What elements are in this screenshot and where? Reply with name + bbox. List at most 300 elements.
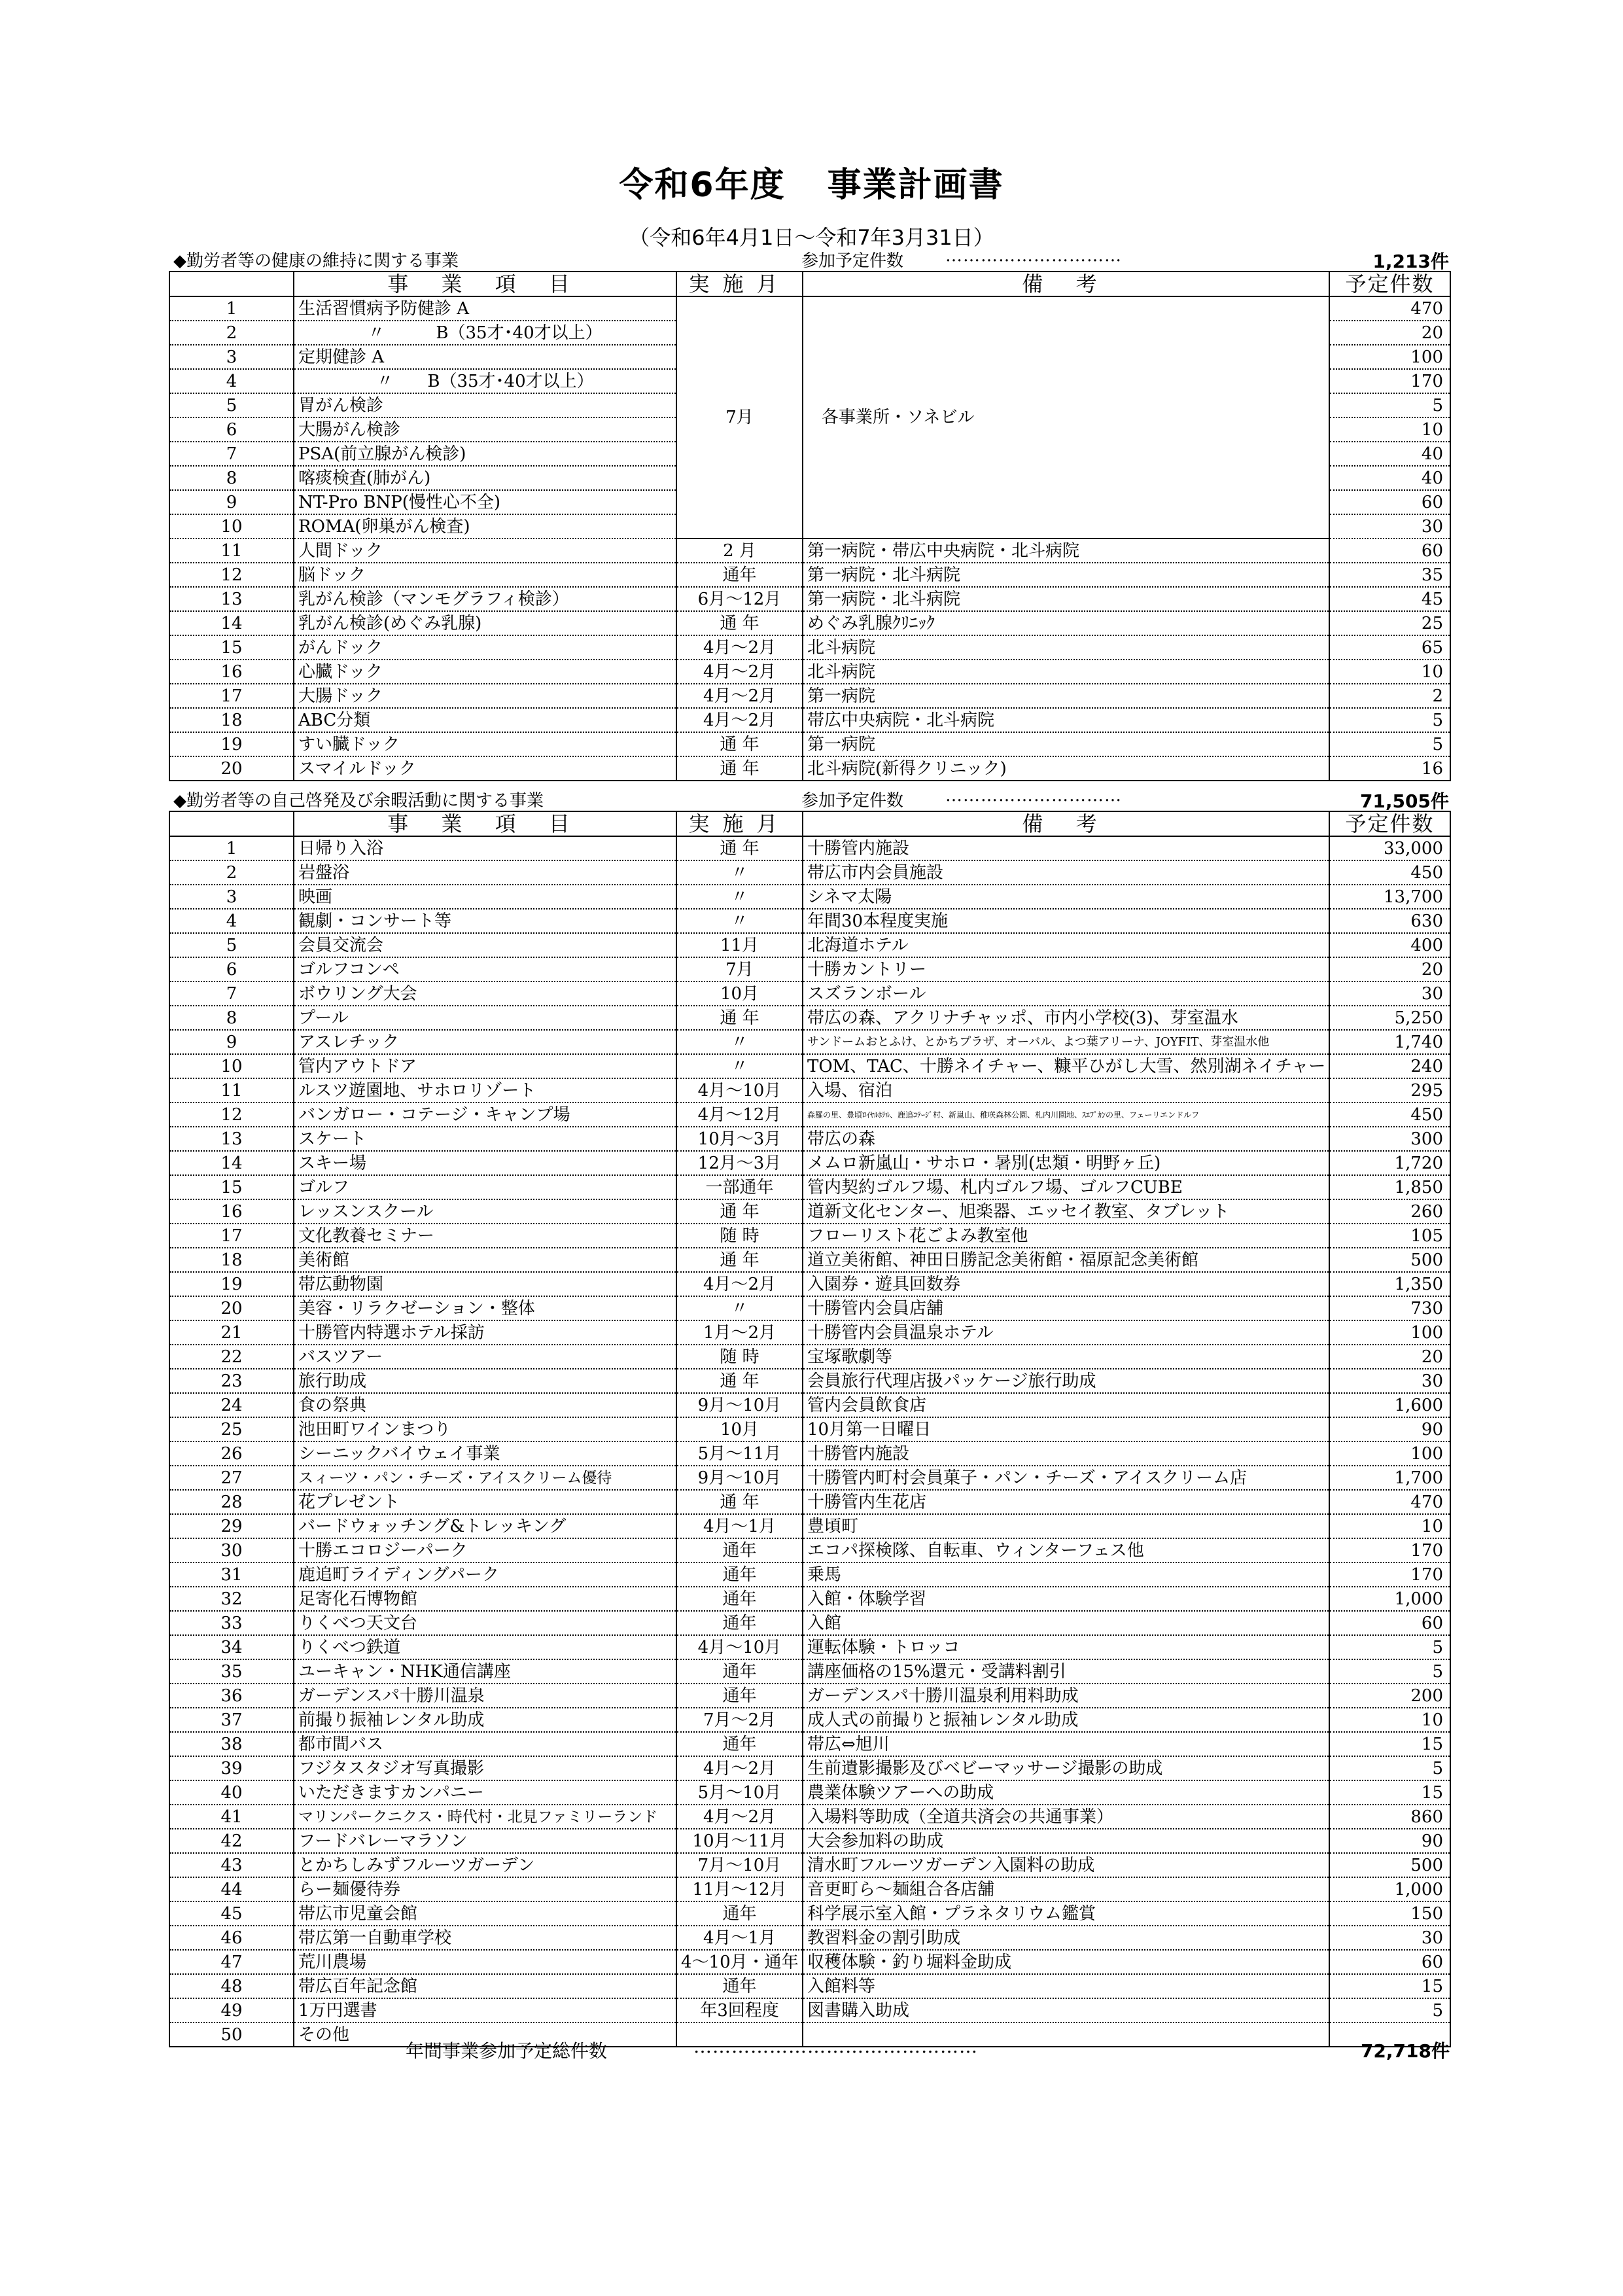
row-number: 38 — [169, 1732, 294, 1756]
row-number: 47 — [169, 1950, 294, 1974]
row-note: 帯広の森 — [803, 1127, 1329, 1151]
table-row — [169, 1272, 1450, 1296]
row-month: 通 年 — [676, 611, 803, 635]
row-note: 北斗病院(新得クリニック) — [803, 756, 1329, 781]
health-table — [169, 271, 1451, 781]
title-plan: 事業計画書 — [827, 166, 1004, 205]
row-count: 1,350 — [1329, 1272, 1450, 1296]
table-row — [169, 296, 1450, 321]
row-number: 21 — [169, 1320, 294, 1345]
row-number: 19 — [169, 732, 294, 756]
section2-planned-label: 参加予定件数 — [801, 791, 904, 811]
table-row — [169, 1248, 1450, 1272]
row-note: 第一病院・北斗病院 — [803, 587, 1329, 611]
row-note: 音更町ら～麺組合各店舗 — [803, 1877, 1329, 1901]
row-count: 15 — [1329, 1780, 1450, 1805]
row-number: 14 — [169, 611, 294, 635]
row-number: 32 — [169, 1587, 294, 1611]
row-count: 240 — [1329, 1054, 1450, 1078]
row-item: 大腸がん検診 — [294, 417, 676, 442]
section1-title: ◆勤労者等の健康の維持に関する事業 — [173, 251, 459, 271]
row-month: 4月～10月 — [676, 1635, 803, 1659]
row-count: 13,700 — [1329, 885, 1450, 909]
row-month: 通 年 — [676, 1369, 803, 1393]
row-count: 60 — [1329, 1950, 1450, 1974]
row-month: 通年 — [676, 1587, 803, 1611]
row-month: 9月～10月 — [676, 1393, 803, 1417]
col-month-header: 実施月 — [676, 272, 803, 296]
row-item: 帯広第一自動車学校 — [294, 1926, 676, 1950]
table-row — [169, 1175, 1450, 1199]
row-item: 帯広市児童会館 — [294, 1901, 676, 1926]
row-month: 4月～1月 — [676, 1514, 803, 1538]
row-number: 49 — [169, 1998, 294, 2022]
row-number: 2 — [169, 321, 294, 345]
row-month: 9月～10月 — [676, 1466, 803, 1490]
row-note: 清水町フルーツガーデン入園料の助成 — [803, 1853, 1329, 1877]
row-count: 30 — [1329, 1369, 1450, 1393]
row-item: 足寄化石博物館 — [294, 1587, 676, 1611]
row-month: 通 年 — [676, 756, 803, 781]
row-number: 41 — [169, 1805, 294, 1829]
table-row — [169, 1926, 1450, 1950]
row-month: 4月～2月 — [676, 708, 803, 732]
row-item: 池田町ワインまつり — [294, 1417, 676, 1441]
row-item: アスレチック — [294, 1030, 676, 1054]
row-count: 470 — [1329, 1490, 1450, 1514]
row-item: 旅行助成 — [294, 1369, 676, 1393]
row-item: バンガロー・コテージ・キャンプ場 — [294, 1103, 676, 1127]
row-number: 31 — [169, 1563, 294, 1587]
table-row — [169, 1054, 1450, 1078]
row-month: 10月 — [676, 981, 803, 1006]
section1-header — [173, 247, 1449, 271]
row-item: 観劇・コンサート等 — [294, 909, 676, 933]
section1-planned-label: 参加予定件数 — [801, 251, 904, 271]
row-note: 第一病院 — [803, 684, 1329, 708]
row-number: 14 — [169, 1151, 294, 1175]
row-note: ガーデンスパ十勝川温泉利用料助成 — [803, 1684, 1329, 1708]
row-item: 都市間バス — [294, 1732, 676, 1756]
row-note: 豊頃町 — [803, 1514, 1329, 1538]
row-item: 胃がん検診 — [294, 393, 676, 417]
row-count: 100 — [1329, 1320, 1450, 1345]
row-item: 乳がん検診(めぐみ乳腺) — [294, 611, 676, 635]
table-row — [169, 1659, 1450, 1684]
table-row — [169, 1030, 1450, 1054]
section1-leader-dots: ………………………… — [945, 246, 1122, 266]
table-row — [169, 1393, 1450, 1417]
row-count: 470 — [1329, 296, 1450, 321]
col-item-header: 事 業 項 目 — [294, 272, 676, 296]
table-row — [169, 1103, 1450, 1127]
col-count-header: 予定件数 — [1329, 272, 1450, 296]
row-note: 入館 — [803, 1611, 1329, 1635]
row-number: 3 — [169, 885, 294, 909]
row-number: 1 — [169, 296, 294, 321]
table-row — [169, 1708, 1450, 1732]
row-note: 北斗病院 — [803, 660, 1329, 684]
row-count: 10 — [1329, 660, 1450, 684]
row-count: 1,700 — [1329, 1466, 1450, 1490]
row-item: 〃 B（35才･40才以上） — [294, 369, 676, 393]
row-number: 18 — [169, 1248, 294, 1272]
row-item: 荒川農場 — [294, 1950, 676, 1974]
row-item: ABC分類 — [294, 708, 676, 732]
row-month: 5月～10月 — [676, 1780, 803, 1805]
document-title — [0, 157, 1623, 206]
row-number: 19 — [169, 1272, 294, 1296]
row-item: 生活習慣病予防健診 A — [294, 296, 676, 321]
row-month: 通年 — [676, 1901, 803, 1926]
row-note: 帯広市内会員施設 — [803, 860, 1329, 885]
row-note: めぐみ乳腺ｸﾘﾆｯｸ — [803, 611, 1329, 635]
row-number: 15 — [169, 1175, 294, 1199]
col-note-header: 備 考 — [803, 272, 1329, 296]
row-number: 7 — [169, 981, 294, 1006]
row-count: 15 — [1329, 1974, 1450, 1998]
row-number: 27 — [169, 1466, 294, 1490]
row-count: 65 — [1329, 635, 1450, 660]
row-month: 4月～12月 — [676, 1103, 803, 1127]
row-number: 36 — [169, 1684, 294, 1708]
row-count: 5 — [1329, 1635, 1450, 1659]
row-number: 13 — [169, 1127, 294, 1151]
row-item: ゴルフ — [294, 1175, 676, 1199]
row-item: フジタスタジオ写真撮影 — [294, 1756, 676, 1780]
row-count: 33,000 — [1329, 836, 1450, 860]
row-month: 〃 — [676, 1054, 803, 1078]
row-number: 28 — [169, 1490, 294, 1514]
row-number: 16 — [169, 660, 294, 684]
row-note: 生前遺影撮影及びベビーマッサージ撮影の助成 — [803, 1756, 1329, 1780]
row-count: 5 — [1329, 1998, 1450, 2022]
row-note: フローリスト花ごよみ教室他 — [803, 1224, 1329, 1248]
row-month: 11月 — [676, 933, 803, 957]
row-note: 十勝管内施設 — [803, 1441, 1329, 1466]
row-count: 10 — [1329, 1514, 1450, 1538]
row-month: 1月～2月 — [676, 1320, 803, 1345]
table-row — [169, 660, 1450, 684]
row-count: 5,250 — [1329, 1006, 1450, 1030]
row-count: 200 — [1329, 1684, 1450, 1708]
table-row — [169, 1563, 1450, 1587]
row-note: 年間30本程度実施 — [803, 909, 1329, 933]
row-count: 40 — [1329, 466, 1450, 490]
row-note: 入園券・遊具回数券 — [803, 1272, 1329, 1296]
row-number: 3 — [169, 345, 294, 369]
row-month: 通年 — [676, 1611, 803, 1635]
table-row — [169, 1345, 1450, 1369]
row-number: 1 — [169, 836, 294, 860]
col-count-header: 予定件数 — [1329, 811, 1450, 836]
row-count: 1,740 — [1329, 1030, 1450, 1054]
row-item: 帯広百年記念館 — [294, 1974, 676, 1998]
row-count: 170 — [1329, 1538, 1450, 1563]
section2-total: 71,505件 — [1359, 790, 1449, 812]
table-row — [169, 563, 1450, 587]
table-row — [169, 756, 1450, 781]
row-count: 1,000 — [1329, 1877, 1450, 1901]
table-row — [169, 860, 1450, 885]
row-item: ユーキャン・NHK通信講座 — [294, 1659, 676, 1684]
title-fiscal-year: 令和6年度 — [619, 166, 786, 205]
row-note: 十勝管内会員温泉ホテル — [803, 1320, 1329, 1345]
table-row — [169, 1006, 1450, 1030]
row-month: 〃 — [676, 1030, 803, 1054]
row-number: 34 — [169, 1635, 294, 1659]
row-item: シーニックバイウェイ事業 — [294, 1441, 676, 1466]
table-row — [169, 587, 1450, 611]
row-number: 43 — [169, 1853, 294, 1877]
row-note: 入場料等助成（全道共済会の共通事業） — [803, 1805, 1329, 1829]
row-number: 4 — [169, 369, 294, 393]
row-count: 730 — [1329, 1296, 1450, 1320]
row-number: 11 — [169, 539, 294, 563]
row-count: 1,600 — [1329, 1393, 1450, 1417]
row-item: スキー場 — [294, 1151, 676, 1175]
row-note: 農業体験ツアーへの助成 — [803, 1780, 1329, 1805]
grand-total-line — [406, 2037, 1450, 2063]
row-count: 2 — [1329, 684, 1450, 708]
row-item: 鹿追町ライディングパーク — [294, 1563, 676, 1587]
health-table-body — [169, 296, 1450, 781]
row-count: 295 — [1329, 1078, 1450, 1103]
row-number: 50 — [169, 2022, 294, 2047]
row-item: 管内アウトドア — [294, 1054, 676, 1078]
row-item: 文化教養セミナー — [294, 1224, 676, 1248]
row-number: 12 — [169, 1103, 294, 1127]
row-number: 4 — [169, 909, 294, 933]
section2-leader-dots: ………………………… — [945, 786, 1122, 805]
row-month: 通 年 — [676, 732, 803, 756]
row-count: 5 — [1329, 1756, 1450, 1780]
row-note: 北海道ホテル — [803, 933, 1329, 957]
section2-title: ◆勤労者等の自己啓発及び余暇活動に関する事業 — [173, 791, 544, 811]
row-month: 通年 — [676, 1563, 803, 1587]
col-no-header — [169, 272, 294, 296]
row-number: 8 — [169, 1006, 294, 1030]
row-item: プール — [294, 1006, 676, 1030]
table-row — [169, 1853, 1450, 1877]
row-count: 20 — [1329, 1345, 1450, 1369]
row-note: 科学展示室入館・プラネタリウム鑑賞 — [803, 1901, 1329, 1926]
row-item: 美容・リラクゼーション・整体 — [294, 1296, 676, 1320]
row-count: 170 — [1329, 369, 1450, 393]
row-month: 12月～3月 — [676, 1151, 803, 1175]
row-note: 10月第一日曜日 — [803, 1417, 1329, 1441]
row-item: フードバレーマラソン — [294, 1829, 676, 1853]
row-note: 帯広⇔旭川 — [803, 1732, 1329, 1756]
row-count: 1,850 — [1329, 1175, 1450, 1199]
row-note: エコパ探検隊、自転車、ウィンターフェス他 — [803, 1538, 1329, 1563]
table-row — [169, 1199, 1450, 1224]
row-month: 〃 — [676, 860, 803, 885]
row-note: メムロ新嵐山・サホロ・暑別(忠類・明野ヶ丘) — [803, 1151, 1329, 1175]
col-item-header: 事 業 項 目 — [294, 811, 676, 836]
row-count: 30 — [1329, 981, 1450, 1006]
row-count: 40 — [1329, 442, 1450, 466]
row-month: 通 年 — [676, 1248, 803, 1272]
row-item: りくべつ鉄道 — [294, 1635, 676, 1659]
row-month: 4月～2月 — [676, 635, 803, 660]
row-number: 20 — [169, 1296, 294, 1320]
row-month: 年3回程度 — [676, 1998, 803, 2022]
row-note: 帯広の森、アクリナチャッポ、市内小学校(3)、芽室温水 — [803, 1006, 1329, 1030]
row-number: 18 — [169, 708, 294, 732]
row-item: 食の祭典 — [294, 1393, 676, 1417]
row-note: 十勝カントリー — [803, 957, 1329, 981]
row-item: ガーデンスパ十勝川温泉 — [294, 1684, 676, 1708]
row-item: 会員交流会 — [294, 933, 676, 957]
table-row — [169, 957, 1450, 981]
row-number: 17 — [169, 1224, 294, 1248]
row-number: 6 — [169, 957, 294, 981]
row-month: 随 時 — [676, 1224, 803, 1248]
row-item: レッスンスクール — [294, 1199, 676, 1224]
row-number: 5 — [169, 933, 294, 957]
row-item: ボウリング大会 — [294, 981, 676, 1006]
row-count: 5 — [1329, 1659, 1450, 1684]
table-row — [169, 1466, 1450, 1490]
row-count: 5 — [1329, 708, 1450, 732]
row-month: 6月～12月 — [676, 587, 803, 611]
row-month: 4月～2月 — [676, 684, 803, 708]
row-count: 30 — [1329, 1926, 1450, 1950]
row-number: 13 — [169, 587, 294, 611]
table-row — [169, 1684, 1450, 1708]
row-count: 1,720 — [1329, 1151, 1450, 1175]
table-row — [169, 1611, 1450, 1635]
row-count: 1,000 — [1329, 1587, 1450, 1611]
row-month: 7月 — [676, 957, 803, 981]
row-month: 通 年 — [676, 1006, 803, 1030]
row-note: 第一病院・北斗病院 — [803, 563, 1329, 587]
row-note: 宝塚歌劇等 — [803, 1345, 1329, 1369]
document-period: （令和6年4月1日～令和7年3月31日） — [629, 225, 994, 250]
row-number: 10 — [169, 1054, 294, 1078]
row-note: 講座価格の15%還元・受講料割引 — [803, 1659, 1329, 1684]
row-item: 花プレゼント — [294, 1490, 676, 1514]
row-count: 450 — [1329, 860, 1450, 885]
table-row — [169, 1805, 1450, 1829]
row-month: 通 年 — [676, 1490, 803, 1514]
row-note: 十勝管内生花店 — [803, 1490, 1329, 1514]
row-item: スケート — [294, 1127, 676, 1151]
row-count: 5 — [1329, 393, 1450, 417]
row-item: スィーツ・パン・チーズ・アイスクリーム優待 — [294, 1466, 676, 1490]
table-row — [169, 1224, 1450, 1248]
row-number: 6 — [169, 417, 294, 442]
row-month: 10月～11月 — [676, 1829, 803, 1853]
row-number: 40 — [169, 1780, 294, 1805]
row-item: スマイルドック — [294, 756, 676, 781]
row-month: 通年 — [676, 1974, 803, 1998]
table-row — [169, 1756, 1450, 1780]
table-row — [169, 1538, 1450, 1563]
row-month: 〃 — [676, 1296, 803, 1320]
table-row — [169, 1320, 1450, 1345]
row-item: 日帰り入浴 — [294, 836, 676, 860]
row-count: 630 — [1329, 909, 1450, 933]
row-number: 48 — [169, 1974, 294, 1998]
row-note: 図書購入助成 — [803, 1998, 1329, 2022]
table-row — [169, 1587, 1450, 1611]
row-item: その他 — [294, 2022, 676, 2047]
table-row — [169, 732, 1450, 756]
row-month: 通年 — [676, 1659, 803, 1684]
row-item: りくべつ天文台 — [294, 1611, 676, 1635]
row-item: 映画 — [294, 885, 676, 909]
row-item: らー麺優待券 — [294, 1877, 676, 1901]
row-note: サンドームおとふけ、とかちプラザ、オーバル、よつ葉アリーナ、JOYFIT、芽室温水他 — [803, 1030, 1329, 1054]
row-number: 11 — [169, 1078, 294, 1103]
row-note: 運転体験・トロッコ — [803, 1635, 1329, 1659]
row-month: 通年 — [676, 1732, 803, 1756]
section2-header — [173, 787, 1449, 811]
row-month: 通 年 — [676, 836, 803, 860]
row-month: 〃 — [676, 885, 803, 909]
row-count: 450 — [1329, 1103, 1450, 1127]
row-item: すい臓ドック — [294, 732, 676, 756]
table-row — [169, 635, 1450, 660]
leisure-table-header — [169, 811, 1450, 836]
row-item: 岩盤浴 — [294, 860, 676, 885]
grand-total-value: 72,718件 — [1360, 2040, 1450, 2062]
row-month: 10月 — [676, 1417, 803, 1441]
row-item: 1万円選書 — [294, 1998, 676, 2022]
row-note: 管内契約ゴルフ場、札内ゴルフ場、ゴルフCUBE — [803, 1175, 1329, 1199]
row-month: 4月～2月 — [676, 1756, 803, 1780]
row-note: 十勝管内会員店舗 — [803, 1296, 1329, 1320]
row-number: 23 — [169, 1369, 294, 1393]
row-note: 管内会員飲食店 — [803, 1393, 1329, 1417]
row-count: 60 — [1329, 539, 1450, 563]
row-item: 喀痰検査(肺がん) — [294, 466, 676, 490]
row-item: 心臓ドック — [294, 660, 676, 684]
health-table-header — [169, 272, 1450, 296]
row-item: ルスツ遊園地、サホロリゾート — [294, 1078, 676, 1103]
row-number: 35 — [169, 1659, 294, 1684]
row-item: ROMA(卵巣がん検査) — [294, 514, 676, 539]
row-note: 教習料金の割引助成 — [803, 1926, 1329, 1950]
row-number: 2 — [169, 860, 294, 885]
row-count: 500 — [1329, 1853, 1450, 1877]
row-count: 105 — [1329, 1224, 1450, 1248]
row-note: スズランボール — [803, 981, 1329, 1006]
row-note: 乗馬 — [803, 1563, 1329, 1587]
col-note-header: 備 考 — [803, 811, 1329, 836]
row-month: 2 月 — [676, 539, 803, 563]
row-month: 4月～1月 — [676, 1926, 803, 1950]
row-item: NT-Pro BNP(慢性心不全) — [294, 490, 676, 514]
grand-total-dots: ……………………………………… — [693, 2036, 978, 2057]
row-item: 定期健診 A — [294, 345, 676, 369]
row-number: 26 — [169, 1441, 294, 1466]
table-row — [169, 1417, 1450, 1441]
row-item: 〃 B（35才･40才以上） — [294, 321, 676, 345]
table-row — [169, 836, 1450, 860]
row-count: 150 — [1329, 1901, 1450, 1926]
row-item: マリンパークニクス・時代村・北見ファミリーランド — [294, 1805, 676, 1829]
row-item: とかちしみずフルーツガーデン — [294, 1853, 676, 1877]
row-item: 乳がん検診（マンモグラフィ検診） — [294, 587, 676, 611]
row-month: 4～10月・通年 — [676, 1950, 803, 1974]
col-no-header — [169, 811, 294, 836]
row-note: 各事業所・ソネビル — [803, 296, 1329, 539]
leisure-table — [169, 811, 1451, 2047]
row-note: 帯広中央病院・北斗病院 — [803, 708, 1329, 732]
